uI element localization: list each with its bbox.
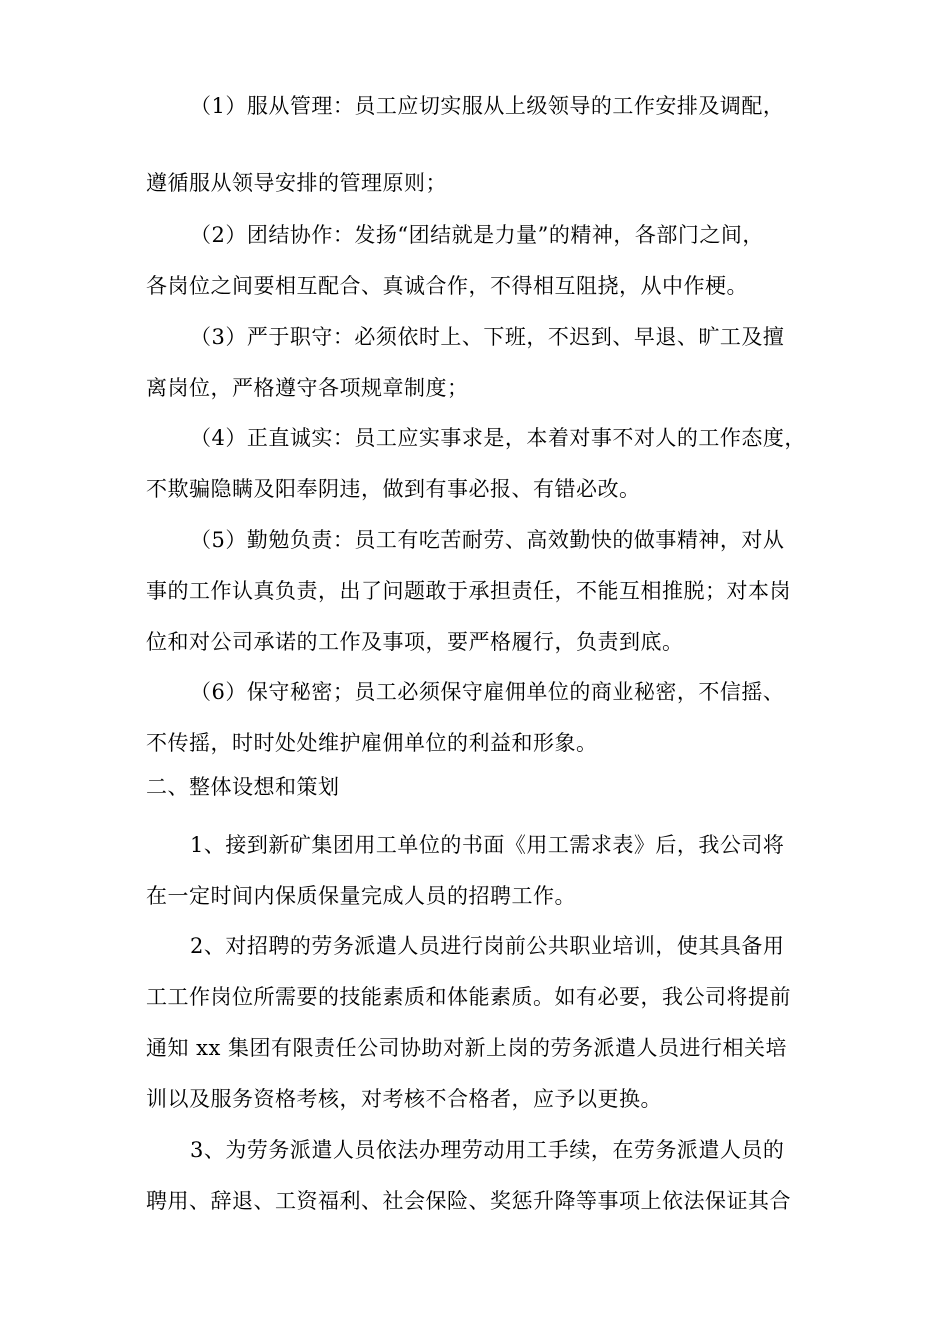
paragraph-line: 遵循服从领导安排的管理原则； [146, 171, 447, 195]
paragraph-line: 各岗位之间要相互配合、真诚合作，不得相互阻挠，从中作梗。 [146, 274, 748, 298]
paragraph-line: 训以及服务资格考核，对考核不合格者，应予以更换。 [146, 1087, 662, 1111]
paragraph-line: 通知 xx 集团有限责任公司协助对新上岗的劳务派遣人员进行相关培 [146, 1036, 788, 1060]
paragraph-line: 聘用、辞退、工资福利、社会保险、奖惩升降等事项上依法保证其合 [146, 1189, 791, 1213]
paragraph-line: 位和对公司承诺的工作及事项，要严格履行，负责到底。 [146, 630, 684, 654]
paragraph-line: （1）服从管理：员工应切实服从上级领导的工作安排及调配， [190, 94, 785, 118]
paragraph-line: 不欺骗隐瞒及阳奉阴违，做到有事必报、有错必改。 [146, 477, 641, 501]
paragraph-line: 在一定时间内保质保量完成人员的招聘工作。 [146, 884, 576, 908]
paragraph-line: 离岗位，严格遵守各项规章制度； [146, 376, 469, 400]
paragraph-line: 2、对招聘的劳务派遣人员进行岗前公共职业培训，使其具备用 [190, 934, 785, 958]
paragraph-line: （6）保守秘密；员工必须保守雇佣单位的商业秘密，不信摇、 [190, 680, 785, 704]
paragraph-line: （3）严于职守：必须依时上、下班，不迟到、早退、旷工及擅 [190, 325, 785, 349]
paragraph-line: 事的工作认真负责，出了问题敢于承担责任，不能互相推脱；对本岗 [146, 579, 791, 603]
paragraph-line: 1、接到新矿集团用工单位的书面《用工需求表》后，我公司将 [190, 833, 785, 857]
paragraph-line: （2）团结协作：发扬“团结就是力量”的精神，各部门之间， [190, 223, 764, 247]
section-heading: 二、整体设想和策划 [146, 775, 340, 799]
paragraph-line: 3、为劳务派遣人员依法办理劳动用工手续，在劳务派遣人员的 [190, 1138, 785, 1162]
paragraph-line: （5）勤勉负责：员工有吃苦耐劳、高效勤快的做事精神，对从 [190, 528, 785, 552]
paragraph-line: 不传摇，时时处处维护雇佣单位的利益和形象。 [146, 731, 598, 755]
paragraph-line: （4）正直诚实：员工应实事求是，本着对事不对人的工作态度， [190, 426, 806, 450]
paragraph-line: 工工作岗位所需要的技能素质和体能素质。如有必要，我公司将提前 [146, 985, 791, 1009]
